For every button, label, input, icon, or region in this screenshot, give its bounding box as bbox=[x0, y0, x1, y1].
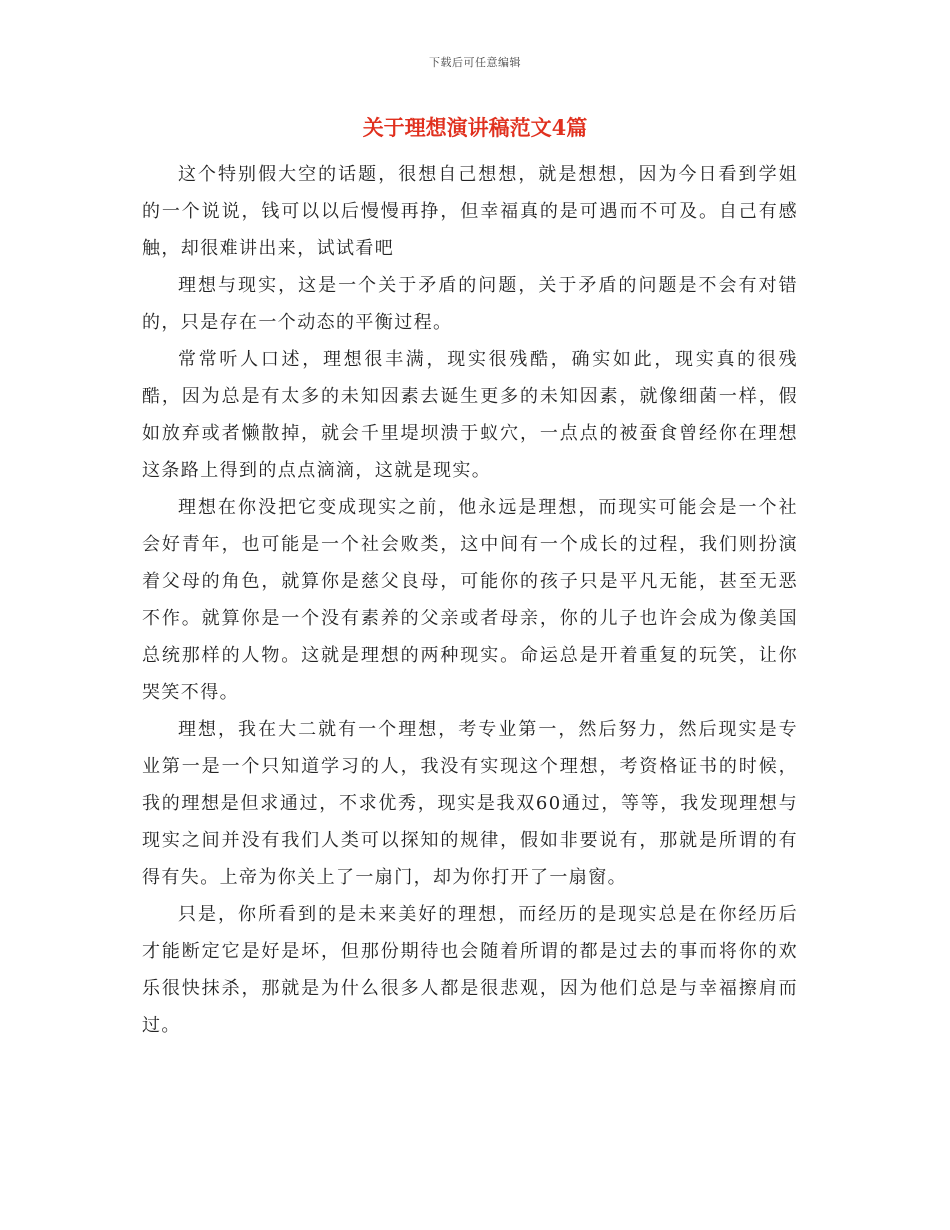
paragraph: 这个特别假大空的话题，很想自己想想，就是想想，因为今日看到学姐的一个说说，钱可以以后慢慢再挣，但幸福真的是可遇而不可及。自己有感触，却很难讲出来，试试看吧 bbox=[142, 164, 798, 259]
paragraph: 只是，你所看到的是未来美好的理想，而经历的是现实总是在你经历后才能断定它是好是坏，但那份期待也会随着所谓的都是过去的事而将你的欢乐很快抹杀，那就是为什么很多人都是很悲观，因为他们总是与幸福擦肩而过。 bbox=[142, 904, 798, 1036]
paragraph: 理想，我在大二就有一个理想，考专业第一，然后努力，然后现实是专业第一是一个只知道学习的人，我没有实现这个理想，考资格证书的时候，我的理想是但求通过，不求优秀，现实是我双60通过，等等，我发现理想与现实之间并没有我们人类可以探知的规律，假如非要说有，那就是所谓的有得有失。上帝为你关上了一扇门，却为你打开了一扇窗。 bbox=[142, 719, 798, 888]
paragraph: 理想与现实，这是一个关于矛盾的问题，关于矛盾的问题是不会有对错的，只是存在一个动态的平衡过程。 bbox=[142, 275, 798, 333]
page-header-note: 下载后可任意编辑 bbox=[429, 56, 521, 69]
document-body bbox=[142, 156, 798, 1044]
document-title: 关于理想演讲稿范文4篇 bbox=[362, 115, 588, 140]
paragraph: 常常听人口述，理想很丰满，现实很残酷，确实如此，现实真的很残酷，因为总是有太多的未知因素去诞生更多的未知因素，就像细菌一样，假如放弃或者懒散掉，就会千里堤坝溃于蚁穴，一点点的被蚕食曾经你在理想这条路上得到的点点滴滴，这就是现实。 bbox=[142, 349, 798, 481]
paragraph: 理想在你没把它变成现实之前，他永远是理想，而现实可能会是一个社会好青年，也可能是一个社会败类，这中间有一个成长的过程，我们则扮演着父母的角色，就算你是慈父良母，可能你的孩子只是平凡无能，甚至无恶不作。就算你是一个没有素养的父亲或者母亲，你的儿子也许会成为像美国总统那样的人物。这就是理想的两种现实。命运总是开着重复的玩笑，让你哭笑不得。 bbox=[142, 497, 798, 703]
